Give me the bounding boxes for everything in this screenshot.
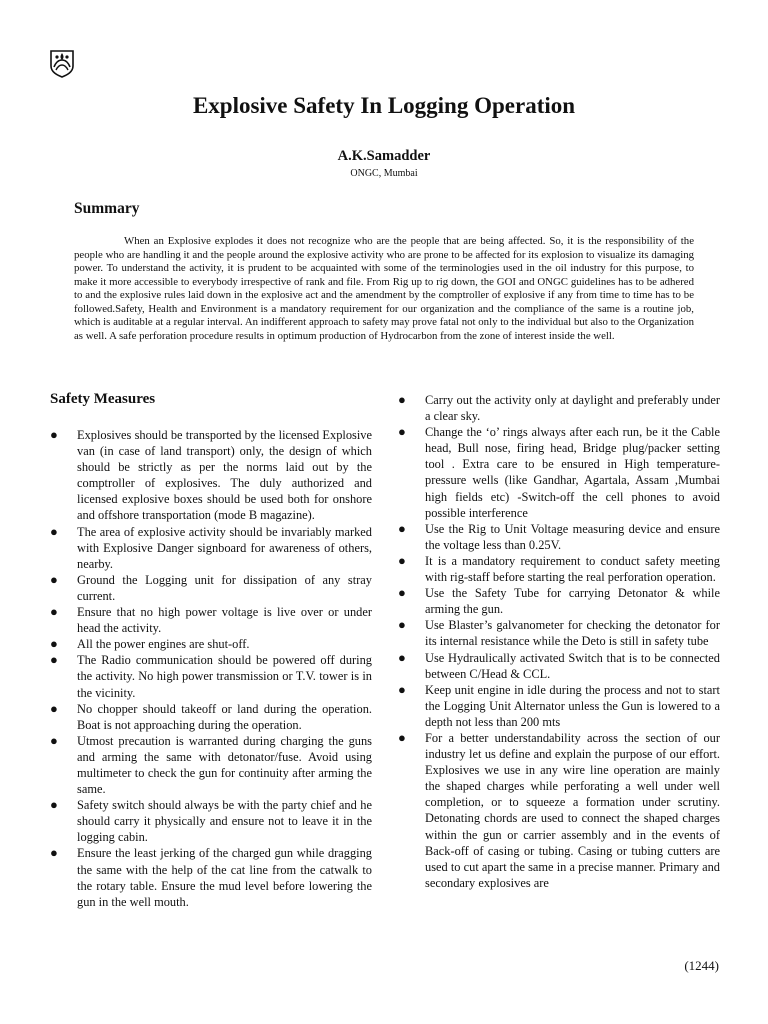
bullet-icon: ● bbox=[50, 636, 58, 652]
summary-paragraph: When an Explosive explodes it does not recognize who are the people that are being affected. So, it is the responsibility of the people who are handling it and the people around the explosive activity who are prone to be affected for its explosion to visualize its damaging power. To understand the activity, it is prudent to be acquainted with some of the terminologies used in the oil industry for this purpose, to make it more accessible to everybody irrespective of rank and file. From Rig up to rig down, the GOI and ONGC guidelines has to be adhered to and the explosive rules laid down in the explosive act and the amendment by the comptroller of explosive if any from time to time has to be followed.Safety, Health and Environment is a mandatory requirement for our organization and the compliance of the same is a routine job, which is auditable at a regular interval. An indifferent approach to safety may prove fatal not only to the individual but also to the Organization as well. A safe perforation procedure results in optimum production of Hydrocarbon from the zone of interest inside the well. bbox=[74, 235, 694, 342]
list-item-text: All the power engines are shut-off. bbox=[77, 637, 250, 652]
author-affiliation: ONGC, Mumbai bbox=[350, 168, 418, 179]
list-item bbox=[398, 553, 720, 585]
list-item-text: The area of explosive activity should be invariably marked with Explosive Danger signboard for awareness of others, nearby. bbox=[77, 524, 372, 571]
bullet-icon: ● bbox=[398, 617, 406, 633]
bullet-icon: ● bbox=[50, 700, 58, 716]
bullet-icon: ● bbox=[50, 523, 58, 539]
bullet-icon: ● bbox=[50, 732, 58, 748]
bullet-icon: ● bbox=[50, 604, 58, 620]
list-item bbox=[50, 572, 372, 604]
list-item-text: Use the Safety Tube for carrying Detonator & while arming the gun. bbox=[425, 586, 720, 617]
list-item bbox=[50, 701, 372, 733]
list-item-text: The Radio communication should be powered off during the activity. No high power transmission or T.V. tower is in the vicinity. bbox=[77, 653, 372, 700]
bullet-icon: ● bbox=[398, 392, 406, 407]
list-item bbox=[398, 392, 720, 424]
safety-list-left-column bbox=[50, 427, 372, 910]
bullet-icon: ● bbox=[398, 520, 406, 536]
list-item bbox=[50, 427, 372, 524]
list-item-text: Use Hydraulically activated Switch that is to be connected between C/Head & CCL. bbox=[425, 650, 720, 681]
list-item-text: It is a mandatory requirement to conduct safety meeting with rig-staff before starting the real perforation operation. bbox=[425, 553, 720, 585]
list-item bbox=[50, 524, 372, 572]
bullet-icon: ● bbox=[50, 845, 58, 861]
safety-measures-heading: Safety Measures bbox=[50, 391, 156, 407]
list-item-text: Use Blaster’s galvanometer for checking the detonator for its internal resistance while the Deto is still in safety tube bbox=[425, 618, 720, 649]
author-name: A.K.Samadder bbox=[337, 148, 431, 164]
list-item bbox=[398, 730, 720, 891]
safety-list-right-column bbox=[398, 392, 720, 891]
page-title: Explosive Safety In Logging Operation bbox=[192, 93, 576, 118]
list-item bbox=[398, 650, 720, 682]
list-item bbox=[398, 617, 720, 649]
list-item bbox=[50, 652, 372, 700]
bullet-icon: ● bbox=[50, 571, 58, 587]
bullet-icon: ● bbox=[398, 649, 406, 665]
page-number: (1244) bbox=[684, 958, 719, 973]
list-item bbox=[50, 604, 372, 636]
list-item-text: Use the Rig to Unit Voltage measuring device and ensure the voltage less than 0.25V. bbox=[425, 521, 720, 552]
list-item-text: No chopper should takeoff or land during the operation. Boat is not approaching during the operation. bbox=[77, 701, 372, 732]
summary-heading: Summary bbox=[74, 200, 140, 217]
bullet-icon: ● bbox=[50, 797, 58, 813]
list-item-text: Ensure the least jerking of the charged gun while dragging the same with the help of the cat line from the catwalk to the rotary table. Ensure the mud level before lowering the gun in the well mouth. bbox=[77, 846, 372, 909]
bullet-icon: ● bbox=[398, 729, 406, 745]
list-item bbox=[50, 845, 372, 909]
bullet-icon: ● bbox=[398, 424, 406, 440]
list-item bbox=[398, 521, 720, 553]
list-item-text: Keep unit engine in idle during the process and not to start the Logging Unit Alternator unless the Gun is lowered to a depth not less than 200 mts bbox=[425, 682, 720, 729]
bullet-icon: ● bbox=[398, 585, 406, 601]
list-item bbox=[398, 585, 720, 617]
bullet-icon: ● bbox=[50, 427, 58, 442]
list-item-text: For a better understandability across the section of our industry let us define and explain the purpose of our effort. Explosives we use in any wire line operation are mainly the shaped charges while perforating a well under well completion, or to squeeze a formation under scrutiny. Detonating chords are used to connect the shaped charges within the gun or carrier assembly and in the events of Back-off of casing or tubing. Casing or tubing cutters are used to cut apart the same in a precise manner. Primary and secondary explosives are bbox=[425, 730, 720, 890]
list-item-text: Carry out the activity only at daylight and preferably under a clear sky. bbox=[425, 393, 720, 424]
list-item bbox=[398, 424, 720, 521]
bullet-icon: ● bbox=[398, 552, 406, 568]
bullet-icon: ● bbox=[398, 681, 406, 697]
list-item bbox=[50, 797, 372, 845]
list-item-text: Explosives should be transported by the licensed Explosive van (in case of land transport) only, the design of which should be strictly as per the norms laid out by the comptroller of explosives. The duly authorized and licensed explosive boxes should be used both for onshore and offshore transportation (mode B magazine). bbox=[77, 428, 372, 523]
list-item bbox=[50, 733, 372, 797]
list-item-text: Ground the Logging unit for dissipation of any stray current. bbox=[77, 572, 372, 603]
list-item bbox=[50, 636, 372, 652]
ongc-logo-icon bbox=[47, 48, 77, 78]
list-item-text: Safety switch should always be with the party chief and he should carry it physically and ensure not to leave it in the logging cabin. bbox=[77, 798, 372, 845]
list-item-text: Change the ‘o’ rings always after each run, be it the Cable head, Bull nose, firing head, Bridge plug/packer setting tool . Extra care to be ensured in High temperature-pressure wells (like Gandhar, Agartala, Assam ,Mumbai high fields etc) -Switch-off the cell phones to avoid possible interference bbox=[425, 425, 720, 520]
bullet-icon: ● bbox=[50, 652, 58, 668]
list-item-text: Utmost precaution is warranted during charging the guns and arming the same with detonator/fuse. Avoid using multimeter to check the gun for continuity after arming the same. bbox=[77, 733, 372, 797]
list-item-text: Ensure that no high power voltage is live over or under head the activity. bbox=[77, 605, 372, 636]
list-item bbox=[398, 682, 720, 730]
